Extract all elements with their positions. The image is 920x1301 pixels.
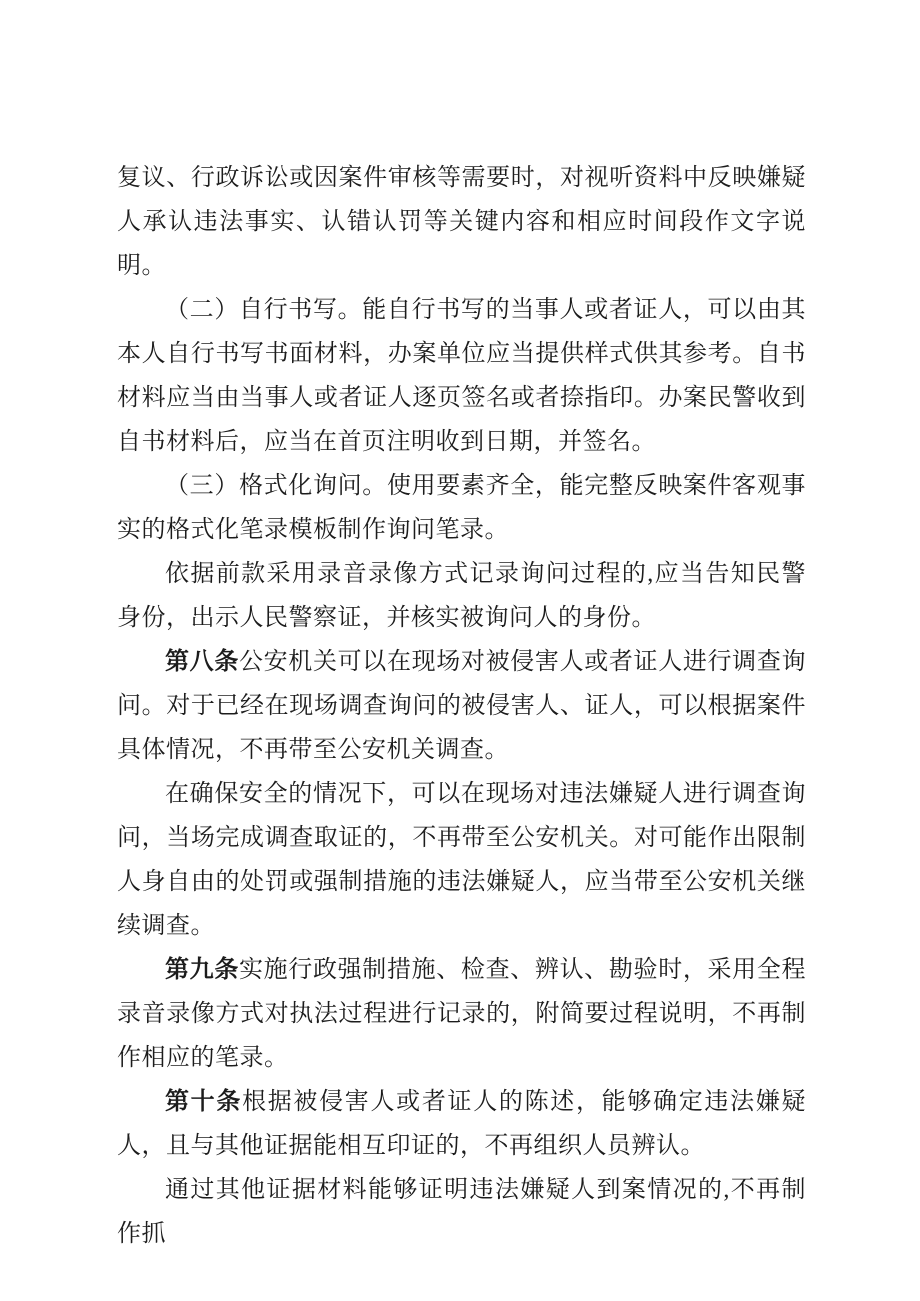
paragraph xyxy=(117,772,806,948)
paragraph xyxy=(117,948,806,1080)
paragraph-text: 依据前款采用录音录像方式记录询问过程的,应当告知民警身份，出示人民警察证，并核实被询问人的身份。 xyxy=(117,561,806,631)
paragraph-text: 公安机关可以在现场对被侵害人或者证人进行调查询问。对于已经在现场调查询问的被侵害人、证人，可以根据案件具体情况，不再带至公安机关调查。 xyxy=(117,649,807,763)
article-number: 第九条 xyxy=(165,957,239,983)
article-number: 第八条 xyxy=(165,649,239,675)
paragraph-text: 通过其他证据材料能够证明违法嫌疑人到案情况的,不再制作抓 xyxy=(117,1177,806,1247)
paragraph xyxy=(117,288,806,464)
paragraph xyxy=(117,464,806,552)
paragraph xyxy=(117,640,806,772)
paragraph xyxy=(117,1168,806,1256)
paragraph-text: （三）格式化询问。使用要素齐全，能完整反映案件客观事实的格式化笔录模板制作询问笔录。 xyxy=(117,473,806,543)
paragraph-text: （二）自行书写。能自行书写的当事人或者证人，可以由其本人自行书写书面材料，办案单位应当提供样式供其参考。自书材料应当由当事人或者证人逐页签名或者捺指印。办案民警收到自书材料后，应当在首页注明收到日期，并签名。 xyxy=(117,297,806,455)
paragraph-text: 根据被侵害人或者证人的陈述，能够确定违法嫌疑人，且与其他证据能相互印证的，不再组织人员辨认。 xyxy=(117,1089,806,1159)
paragraph-text: 复议、行政诉讼或因案件审核等需要时，对视听资料中反映嫌疑人承认违法事实、认错认罚等关键内容和相应时间段作文字说明。 xyxy=(117,165,806,279)
paragraph-text: 实施行政强制措施、检查、辨认、勘验时，采用全程录音录像方式对执法过程进行记录的，附简要过程说明，不再制作相应的笔录。 xyxy=(117,957,807,1071)
paragraph xyxy=(117,1080,806,1168)
paragraph xyxy=(117,552,806,640)
paragraph xyxy=(117,156,806,288)
document-body xyxy=(117,156,806,1256)
paragraph-text: 在确保安全的情况下，可以在现场对违法嫌疑人进行调查询问，当场完成调查取证的，不再带至公安机关。对可能作出限制人身自由的处罚或强制措施的违法嫌疑人，应当带至公安机关继续调查。 xyxy=(117,781,806,939)
article-number: 第十条 xyxy=(165,1089,243,1115)
